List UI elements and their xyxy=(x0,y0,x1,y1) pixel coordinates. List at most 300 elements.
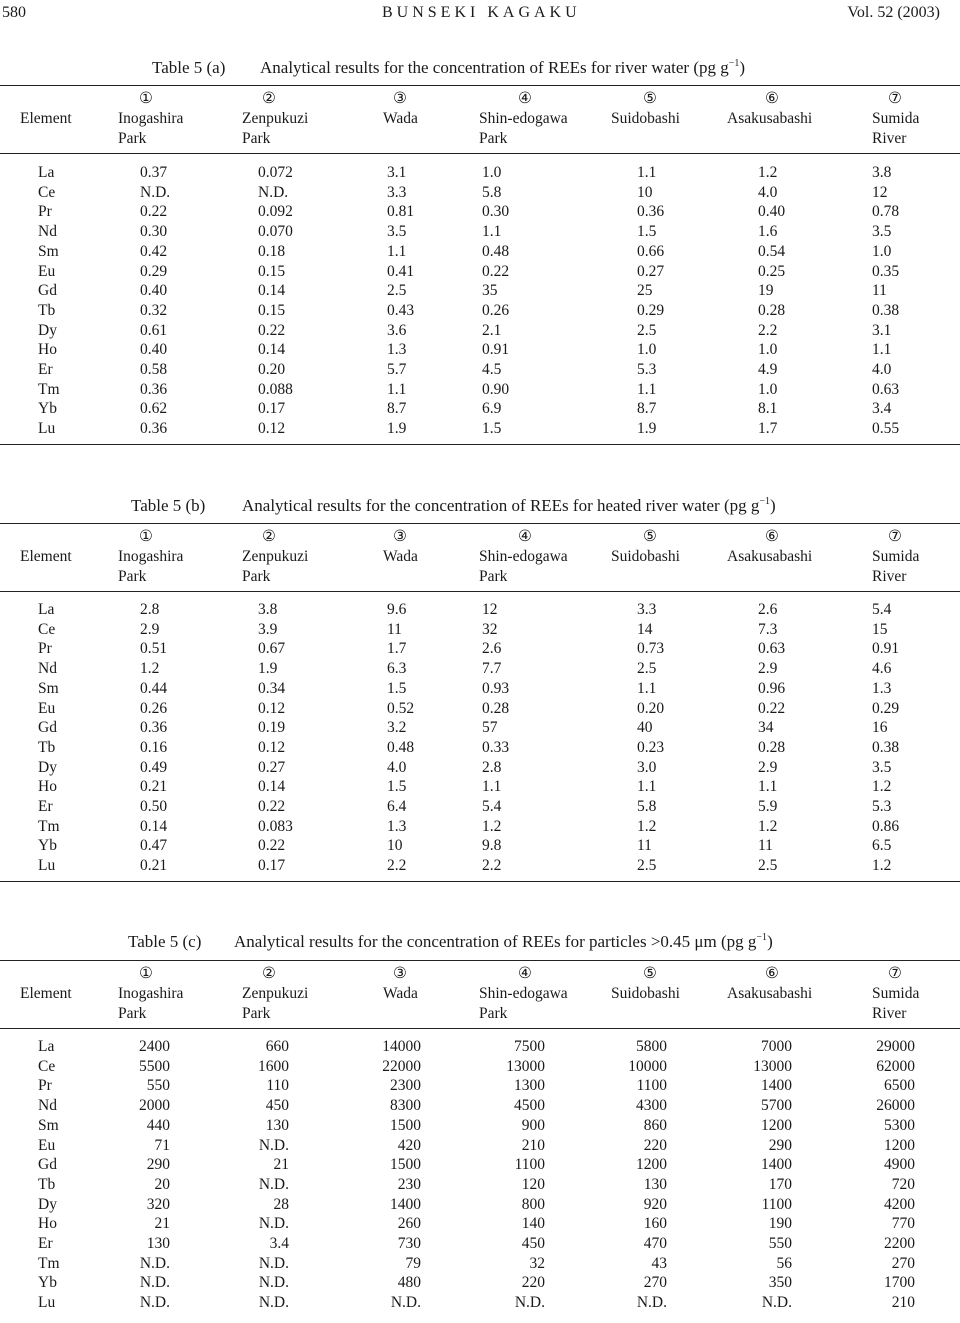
table-header xyxy=(0,964,960,1024)
concentration-value: 1200 xyxy=(761,1116,792,1134)
site-name-line2: Park xyxy=(479,1005,508,1022)
concentration-value: 450 xyxy=(265,1097,289,1115)
concentration-value: 0.36 xyxy=(140,380,168,398)
concentration-value: 660 xyxy=(265,1038,289,1055)
concentration-value: 5.7 xyxy=(387,361,407,378)
concentration-value: 3.3 xyxy=(387,183,407,201)
site-number xyxy=(635,964,665,984)
concentration-value: 350 xyxy=(768,1274,792,1292)
concentration-value: 2.2 xyxy=(758,321,778,339)
site-name-line1: Asakusabashi xyxy=(727,110,813,127)
concentration-value: 5.3 xyxy=(872,798,892,815)
concentration-value: 170 xyxy=(768,1175,792,1193)
concentration-value: 1.5 xyxy=(387,679,407,697)
unit-exponent: −1 xyxy=(756,932,768,943)
unit-exponent: −1 xyxy=(759,496,771,507)
site-number-glyph: ⑦ xyxy=(888,90,902,107)
concentration-value: 110 xyxy=(266,1077,289,1095)
concentration-value: 0.34 xyxy=(258,679,286,697)
table-rule xyxy=(0,960,960,961)
concentration-value: 270 xyxy=(891,1254,915,1272)
concentration-value: 4.6 xyxy=(872,660,892,678)
concentration-value: 800 xyxy=(521,1195,545,1213)
concentration-value: 1.6 xyxy=(758,223,778,241)
concentration-value: 0.25 xyxy=(758,262,786,280)
concentration-value: 5300 xyxy=(884,1116,915,1134)
site-name xyxy=(383,547,418,587)
concentration-value: 1.2 xyxy=(872,778,892,796)
concentration-value: 4500 xyxy=(514,1097,545,1115)
concentration-value: 0.29 xyxy=(140,262,168,280)
concentration-value: 1.0 xyxy=(872,242,892,260)
concentration-value: 1700 xyxy=(884,1274,915,1292)
concentration-value: 2200 xyxy=(884,1235,915,1252)
site-name-line2: River xyxy=(872,568,907,585)
concentration-value: 9.8 xyxy=(482,837,502,855)
concentration-value: 3.8 xyxy=(872,164,892,181)
concentration-value: 0.48 xyxy=(482,242,510,260)
concentration-value: 2300 xyxy=(390,1077,421,1095)
table-title-end: ) xyxy=(770,496,776,515)
site-name-line2 xyxy=(611,129,680,149)
concentration-value: 5800 xyxy=(636,1038,667,1055)
concentration-value: 40 xyxy=(637,719,653,737)
concentration-value: 5.4 xyxy=(872,601,892,618)
table-row xyxy=(0,1155,960,1175)
site-name-line2 xyxy=(383,567,418,587)
site-name xyxy=(479,109,568,149)
concentration-value: 21 xyxy=(154,1215,170,1233)
concentration-value: 0.29 xyxy=(637,301,665,319)
concentration-value: 0.14 xyxy=(140,817,168,835)
concentration-value: 0.63 xyxy=(872,380,900,398)
element-symbol: Ce xyxy=(38,620,56,638)
concentration-value: 28 xyxy=(273,1195,289,1213)
concentration-value: 4.0 xyxy=(758,183,778,201)
site-name-line2 xyxy=(611,567,680,587)
concentration-value: 25 xyxy=(637,282,653,300)
concentration-value: 0.58 xyxy=(140,361,168,378)
concentration-value: N.D. xyxy=(258,1274,289,1292)
table-row xyxy=(0,797,960,817)
site-number-glyph: ⑥ xyxy=(765,965,779,982)
concentration-value: 0.12 xyxy=(258,738,286,756)
concentration-value: 2.9 xyxy=(758,758,778,776)
concentration-value: 11 xyxy=(387,620,402,638)
concentration-value: 9.6 xyxy=(387,601,407,618)
site-number-glyph: ⑦ xyxy=(888,965,902,982)
concentration-value: 1100 xyxy=(761,1195,792,1213)
concentration-value: 1400 xyxy=(761,1156,792,1174)
site-name xyxy=(479,547,568,587)
concentration-value: 5.4 xyxy=(482,798,502,815)
concentration-value: 7500 xyxy=(514,1038,545,1055)
concentration-value: 12 xyxy=(482,601,498,618)
concentration-value: 8.7 xyxy=(637,400,657,418)
site-name-line1: Suidobashi xyxy=(611,548,680,565)
site-number xyxy=(510,964,540,984)
table-row xyxy=(0,242,960,262)
site-number-glyph: ① xyxy=(139,965,153,982)
concentration-value: 1.5 xyxy=(482,420,502,438)
site-number xyxy=(757,964,787,984)
concentration-value: 1500 xyxy=(390,1116,421,1134)
element-symbol: Sm xyxy=(38,679,59,697)
site-number-glyph: ⑥ xyxy=(765,90,779,107)
table-row xyxy=(0,1234,960,1254)
concentration-value: 2.6 xyxy=(482,640,502,658)
site-number xyxy=(880,89,910,109)
table-row xyxy=(0,1096,960,1116)
concentration-value: 550 xyxy=(768,1235,792,1252)
table-row xyxy=(0,262,960,282)
concentration-value: 0.21 xyxy=(140,857,168,875)
table-row xyxy=(0,659,960,679)
concentration-value: N.D. xyxy=(258,1136,289,1154)
site-name xyxy=(727,984,812,1024)
site-name xyxy=(727,547,812,587)
concentration-value: 0.50 xyxy=(140,798,168,815)
concentration-value: 0.27 xyxy=(258,758,286,776)
concentration-value: 4200 xyxy=(884,1195,915,1213)
concentration-value: 0.15 xyxy=(258,301,286,319)
table-row xyxy=(0,699,960,719)
concentration-value: 230 xyxy=(397,1175,421,1193)
element-symbol: Tm xyxy=(38,1254,60,1272)
concentration-value: 7.7 xyxy=(482,660,502,678)
concentration-value: 0.81 xyxy=(387,203,415,221)
concentration-value: 0.22 xyxy=(258,321,286,339)
unit-exponent: −1 xyxy=(728,58,740,69)
concentration-value: 3.6 xyxy=(387,321,407,339)
concentration-value: 1.1 xyxy=(637,679,657,697)
site-name-line2 xyxy=(727,567,812,587)
site-name-line1: Wada xyxy=(383,985,418,1002)
concentration-value: 2.5 xyxy=(637,857,657,875)
element-symbol: La xyxy=(38,601,55,618)
concentration-value: 1.9 xyxy=(637,420,657,438)
table-title-text: Analytical results for the concentration of REEs for heated river water (pg g xyxy=(242,496,760,515)
site-name-line2: River xyxy=(872,130,907,147)
site-number xyxy=(131,964,161,984)
concentration-value: 290 xyxy=(768,1136,792,1154)
site-name xyxy=(727,109,812,149)
element-symbol: Ce xyxy=(38,1057,56,1075)
concentration-value: 1.0 xyxy=(482,164,502,181)
concentration-value: 10 xyxy=(387,837,403,855)
site-name-line2: Park xyxy=(118,568,147,585)
concentration-value: 900 xyxy=(521,1116,545,1134)
concentration-value: 0.47 xyxy=(140,837,168,855)
concentration-value: 19 xyxy=(758,282,774,300)
concentration-value: 0.22 xyxy=(258,798,286,815)
element-symbol: Lu xyxy=(38,420,56,438)
concentration-value: 0.44 xyxy=(140,679,168,697)
concentration-value: 15 xyxy=(872,620,888,638)
element-column-header xyxy=(20,984,72,1004)
concentration-value: 1.1 xyxy=(387,380,407,398)
concentration-value: 2.5 xyxy=(758,857,778,875)
element-symbol: Dy xyxy=(38,758,57,776)
concentration-value: 6.9 xyxy=(482,400,502,418)
site-name xyxy=(118,984,183,1024)
concentration-value: 35 xyxy=(482,282,498,300)
table-header xyxy=(0,527,960,587)
site-name-line1: Inogashira xyxy=(118,985,184,1002)
concentration-value: 29000 xyxy=(876,1038,915,1055)
table-row xyxy=(0,758,960,778)
concentration-value: 5700 xyxy=(761,1097,792,1115)
site-name xyxy=(383,984,418,1024)
concentration-value: 0.17 xyxy=(258,857,286,875)
table-row xyxy=(0,679,960,699)
concentration-value: 480 xyxy=(397,1274,421,1292)
site-number xyxy=(880,527,910,547)
table-label: Table 5 (a) xyxy=(152,58,226,77)
site-number-glyph: ② xyxy=(262,528,276,545)
element-symbol: Tm xyxy=(38,380,60,398)
site-number-glyph: ③ xyxy=(393,965,407,982)
site-name xyxy=(872,547,919,587)
concentration-value: 3.5 xyxy=(387,223,407,241)
site-number-glyph: ② xyxy=(262,965,276,982)
table-row xyxy=(0,419,960,439)
table-row xyxy=(0,360,960,380)
site-name-line1: Sumida xyxy=(872,548,920,565)
element-symbol: Yb xyxy=(38,400,57,418)
element-label: Element xyxy=(20,985,72,1002)
concentration-value: 130 xyxy=(265,1116,289,1134)
concentration-value: 8.7 xyxy=(387,400,407,418)
concentration-value: 1.2 xyxy=(872,857,892,875)
concentration-value: 4.0 xyxy=(872,361,892,378)
element-symbol: Tm xyxy=(38,817,60,835)
table-row xyxy=(0,340,960,360)
table-label: Table 5 (c) xyxy=(128,932,202,951)
concentration-value: 440 xyxy=(146,1116,170,1134)
site-number-glyph: ⑤ xyxy=(643,965,657,982)
concentration-value: 1.2 xyxy=(140,660,160,678)
site-number xyxy=(254,89,284,109)
concentration-value: 2.8 xyxy=(482,758,502,776)
element-symbol: Tb xyxy=(38,738,56,756)
element-column-header xyxy=(20,109,72,129)
concentration-value: 1.2 xyxy=(758,164,778,181)
concentration-value: 1.1 xyxy=(872,341,892,359)
concentration-value: 2400 xyxy=(139,1038,170,1055)
table-row xyxy=(0,738,960,758)
site-name-line1: Asakusabashi xyxy=(727,548,813,565)
concentration-value: 1200 xyxy=(636,1156,667,1174)
concentration-value: 0.14 xyxy=(258,778,286,796)
element-symbol: La xyxy=(38,1038,55,1055)
concentration-value: 14000 xyxy=(382,1038,421,1055)
site-name-line1: Inogashira xyxy=(118,548,184,565)
concentration-value: 1.9 xyxy=(387,420,407,438)
concentration-value: 2.1 xyxy=(482,321,502,339)
concentration-value: 0.54 xyxy=(758,242,786,260)
concentration-value: 6.4 xyxy=(387,798,407,815)
page-number: 580 xyxy=(2,4,26,21)
table-row xyxy=(0,777,960,797)
concentration-value: 0.19 xyxy=(258,719,286,737)
concentration-value: 3.1 xyxy=(387,164,407,181)
concentration-value: 0.22 xyxy=(482,262,510,280)
table-rule xyxy=(0,1028,960,1029)
site-number-glyph: ① xyxy=(139,90,153,107)
concentration-value: 290 xyxy=(146,1156,170,1174)
element-label: Element xyxy=(20,548,72,565)
site-name-line2 xyxy=(611,1004,680,1024)
concentration-value: 0.28 xyxy=(758,738,786,756)
table-title xyxy=(242,496,776,516)
concentration-value: 0.26 xyxy=(482,301,510,319)
site-name-line2: Park xyxy=(242,1005,271,1022)
site-name-line1: Sumida xyxy=(872,985,920,1002)
concentration-value: 0.17 xyxy=(258,400,286,418)
concentration-value: 260 xyxy=(397,1215,421,1233)
concentration-value: 2.8 xyxy=(140,601,160,618)
site-number xyxy=(635,89,665,109)
concentration-value: 0.38 xyxy=(872,301,900,319)
concentration-value: 14 xyxy=(637,620,653,638)
element-symbol: Tb xyxy=(38,301,56,319)
site-name-line2: Park xyxy=(479,568,508,585)
concentration-value: 3.8 xyxy=(258,601,278,618)
concentration-value: N.D. xyxy=(514,1294,545,1312)
concentration-value: 270 xyxy=(643,1274,667,1292)
site-name-line2: Park xyxy=(242,130,271,147)
concentration-value: 0.22 xyxy=(758,699,786,717)
concentration-value: 21 xyxy=(273,1156,289,1174)
concentration-value: 320 xyxy=(146,1195,170,1213)
concentration-value: 10 xyxy=(637,183,653,201)
concentration-value: 0.12 xyxy=(258,420,286,438)
concentration-value: 1.2 xyxy=(482,817,502,835)
concentration-value: 0.088 xyxy=(258,380,293,398)
element-symbol: Gd xyxy=(38,719,57,737)
site-name xyxy=(611,109,680,149)
concentration-value: 3.4 xyxy=(872,400,892,418)
table-row xyxy=(0,281,960,301)
table-row xyxy=(0,301,960,321)
concentration-value: N.D. xyxy=(636,1294,667,1312)
concentration-value: N.D. xyxy=(139,1274,170,1292)
concentration-value: 0.49 xyxy=(140,758,168,776)
concentration-value: 0.40 xyxy=(140,341,168,359)
concentration-value: 1.0 xyxy=(758,341,778,359)
site-number-glyph: ④ xyxy=(518,965,532,982)
site-name-line2 xyxy=(383,129,418,149)
volume-info: Vol. 52 (2003) xyxy=(847,4,940,21)
concentration-value: 770 xyxy=(891,1215,915,1233)
concentration-value: 0.73 xyxy=(637,640,665,658)
concentration-value: 4.0 xyxy=(387,758,407,776)
table-title-end: ) xyxy=(739,58,746,77)
site-number-glyph: ② xyxy=(262,90,276,107)
concentration-value: 0.52 xyxy=(387,699,415,717)
table-row xyxy=(0,856,960,876)
concentration-value: 0.21 xyxy=(140,778,168,796)
concentration-value: 7.3 xyxy=(758,620,778,638)
concentration-value: 0.35 xyxy=(872,262,900,280)
concentration-value: 0.36 xyxy=(140,420,168,438)
site-number-glyph: ④ xyxy=(518,90,532,107)
concentration-value: 0.62 xyxy=(140,400,168,418)
concentration-value: N.D. xyxy=(258,183,289,201)
element-column-header xyxy=(20,547,72,567)
concentration-value: 0.48 xyxy=(387,738,415,756)
concentration-value: 0.33 xyxy=(482,738,510,756)
concentration-value: 0.38 xyxy=(872,738,900,756)
element-symbol: Eu xyxy=(38,699,56,717)
concentration-value: 2.5 xyxy=(637,660,657,678)
concentration-value: 730 xyxy=(397,1235,421,1252)
concentration-value: 120 xyxy=(521,1175,545,1193)
concentration-value: 1400 xyxy=(761,1077,792,1095)
site-name-line2: Park xyxy=(118,130,147,147)
table-row xyxy=(0,639,960,659)
table-title-text: Analytical results for the concentration of REEs for particles >0.45 μm (pg g xyxy=(234,932,757,951)
site-name-line1: Suidobashi xyxy=(611,110,680,127)
site-number xyxy=(131,89,161,109)
site-number-glyph: ③ xyxy=(393,528,407,545)
concentration-value: 0.43 xyxy=(387,301,415,319)
site-name-line2: Park xyxy=(242,568,271,585)
concentration-value: 1100 xyxy=(514,1156,545,1174)
table-row xyxy=(0,380,960,400)
concentration-value: 0.32 xyxy=(140,301,168,319)
concentration-value: 10000 xyxy=(628,1057,667,1075)
table-row xyxy=(0,163,960,183)
concentration-value: 0.29 xyxy=(872,699,900,717)
element-symbol: Ho xyxy=(38,778,57,796)
table-row xyxy=(0,1037,960,1057)
site-name-line2: River xyxy=(872,1005,907,1022)
concentration-value: 1100 xyxy=(636,1077,667,1095)
concentration-value: 5.9 xyxy=(758,798,778,815)
concentration-value: 140 xyxy=(521,1215,545,1233)
element-symbol: Nd xyxy=(38,223,57,241)
concentration-value: 0.86 xyxy=(872,817,900,835)
concentration-value: 0.40 xyxy=(758,203,786,221)
concentration-value: 0.40 xyxy=(140,282,168,300)
element-symbol: Gd xyxy=(38,1156,57,1174)
site-name-line1: Asakusabashi xyxy=(727,985,813,1002)
element-symbol: Er xyxy=(38,361,53,378)
concentration-value: N.D. xyxy=(258,1294,289,1312)
concentration-value: 210 xyxy=(891,1294,915,1312)
concentration-value: 8.1 xyxy=(758,400,778,418)
concentration-value: 0.78 xyxy=(872,203,900,221)
table-title-text: Analytical results for the concentration of REEs for river water (pg g xyxy=(260,58,729,77)
concentration-value: 5.8 xyxy=(482,183,502,201)
site-name-line2 xyxy=(727,129,812,149)
concentration-value: 1.5 xyxy=(387,778,407,796)
table-row xyxy=(0,718,960,738)
table-row xyxy=(0,202,960,222)
site-name xyxy=(242,984,308,1024)
table-row xyxy=(0,1293,960,1313)
concentration-value: 1.1 xyxy=(387,242,407,260)
running-head xyxy=(0,4,960,26)
concentration-value: 11 xyxy=(872,282,887,300)
table-row xyxy=(0,1057,960,1077)
site-number-glyph: ③ xyxy=(393,90,407,107)
concentration-value: N.D. xyxy=(390,1294,421,1312)
element-symbol: Er xyxy=(38,798,53,815)
element-symbol: Pr xyxy=(38,640,52,658)
